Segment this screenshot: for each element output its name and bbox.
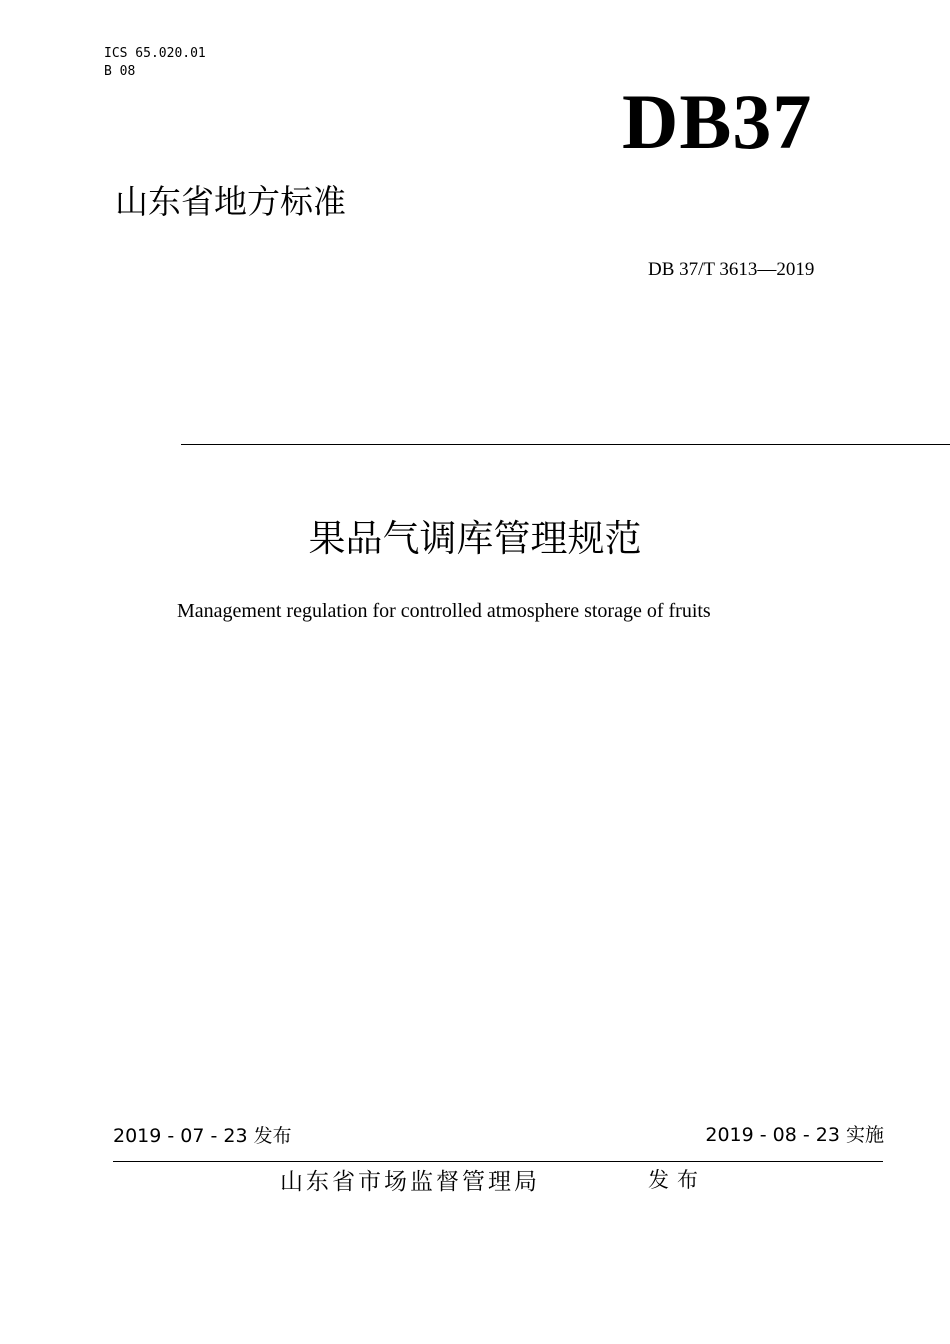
publish-label: 发布 — [648, 1168, 706, 1192]
title-chinese: 果品气调库管理规范 — [308, 517, 642, 560]
db-logo: DB37 — [622, 78, 813, 165]
title-english: Management regulation for controlled atmosphere storage of fruits — [177, 600, 711, 622]
standard-number: DB 37/T 3613—2019 — [648, 259, 815, 280]
issue-date: 2019 - 07 - 23 发布 — [113, 1125, 292, 1147]
ccs-code: B 08 — [104, 64, 136, 79]
ics-code: ICS 65.020.01 — [104, 46, 206, 61]
implementation-date: 2019 - 08 - 23 实施 — [705, 1124, 884, 1146]
issuing-authority: 山东省市场监督管理局 — [280, 1169, 540, 1195]
divider-top — [181, 444, 950, 445]
divider-bottom — [113, 1161, 883, 1162]
standard-type: 山东省地方标准 — [115, 182, 346, 221]
